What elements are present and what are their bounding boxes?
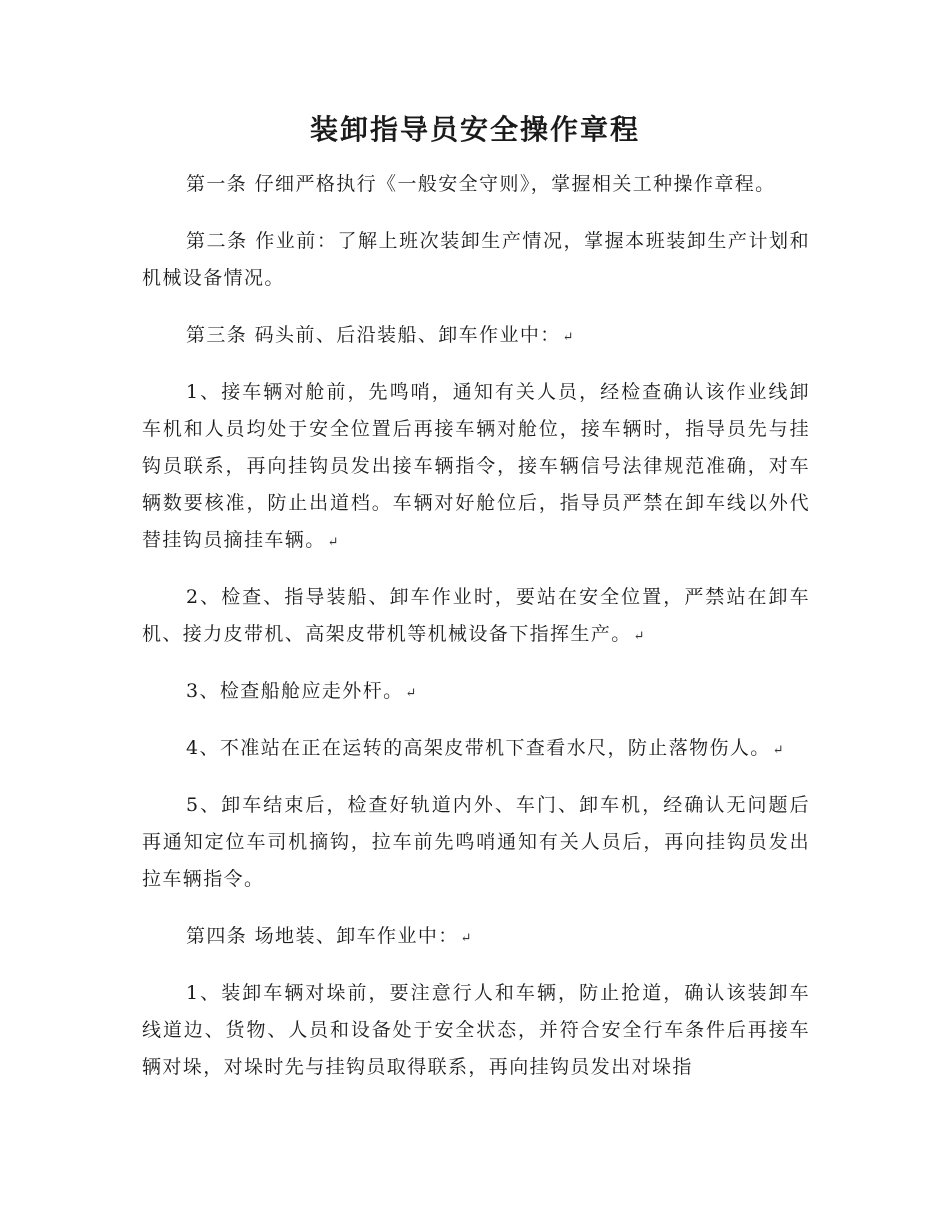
paragraph-item-3-3: [142, 673, 810, 712]
paragraph-article-3: [142, 317, 810, 356]
paragraph-text: 1、接车辆对舱前，先鸣哨，通知有关人员，经检查确认该作业线卸车机和人员均处于安全位置后再接车辆对舱位，接车辆时，指导员先与挂钩员联系，再向挂钩员发出接车辆指令，接车辆信号法律规范准确，对车辆数要核准，防止出道档。车辆对好舱位后，指导员严禁在卸车线以外代替挂钩员摘挂车辆。: [142, 381, 810, 551]
paragraph-mark: ↵: [633, 629, 645, 644]
document-body: [142, 166, 810, 1106]
paragraph-mark: ↵: [327, 535, 339, 550]
paragraph-mark: ↵: [405, 686, 417, 701]
paragraph-text: 第一条 仔细严格执行《一般安全守则》，掌握相关工种操作章程。: [186, 173, 776, 195]
paragraph-item-3-5: [142, 787, 810, 900]
document-title: 装卸指导员安全操作章程: [309, 113, 640, 146]
paragraph-item-3-4: [142, 730, 810, 769]
paragraph-text: 4、不准站在正在运转的高架皮带机下查看水尺，防止落物伤人。: [186, 737, 771, 759]
paragraph-article-1: [142, 166, 810, 205]
paragraph-article-4: [142, 918, 810, 957]
paragraph-text: 第三条 码头前、后沿装船、卸车作业中：: [186, 324, 561, 346]
paragraph-item-4-1: [142, 975, 810, 1088]
paragraph-text: 第二条 作业前：了解上班次装卸生产情况，掌握本班装卸生产计划和机械设备情况。: [142, 230, 810, 289]
paragraph-mark: ↵: [772, 743, 784, 758]
paragraph-item-3-1: [142, 374, 810, 561]
paragraph-mark: ↵: [460, 931, 472, 946]
paragraph-text: 1、装卸车辆对垛前，要注意行人和车辆，防止抢道，确认该装卸车线道边、货物、人员和设备处于安全状态，并符合安全行车条件后再接车辆对垛，对垛时先与挂钩员取得联系，再向挂钩员发出对垛指: [142, 982, 810, 1078]
paragraph-article-2: [142, 223, 810, 299]
paragraph-text: 5、卸车结束后，检查好轨道内外、车门、卸车机，经确认无问题后再通知定位车司机摘钩，拉车前先鸣哨通知有关人员后，再向挂钩员发出拉车辆指令。: [142, 794, 810, 890]
paragraph-text: 3、检查船舱应走外杆。: [186, 680, 404, 702]
paragraph-text: 第四条 场地装、卸车作业中：: [186, 925, 459, 947]
paragraph-item-3-2: [142, 579, 810, 655]
paragraph-mark: ↵: [562, 330, 574, 345]
paragraph-text: 2、检查、指导装船、卸车作业时，要站在安全位置，严禁站在卸车机、接力皮带机、高架皮带机等机械设备下指挥生产。: [142, 586, 810, 645]
